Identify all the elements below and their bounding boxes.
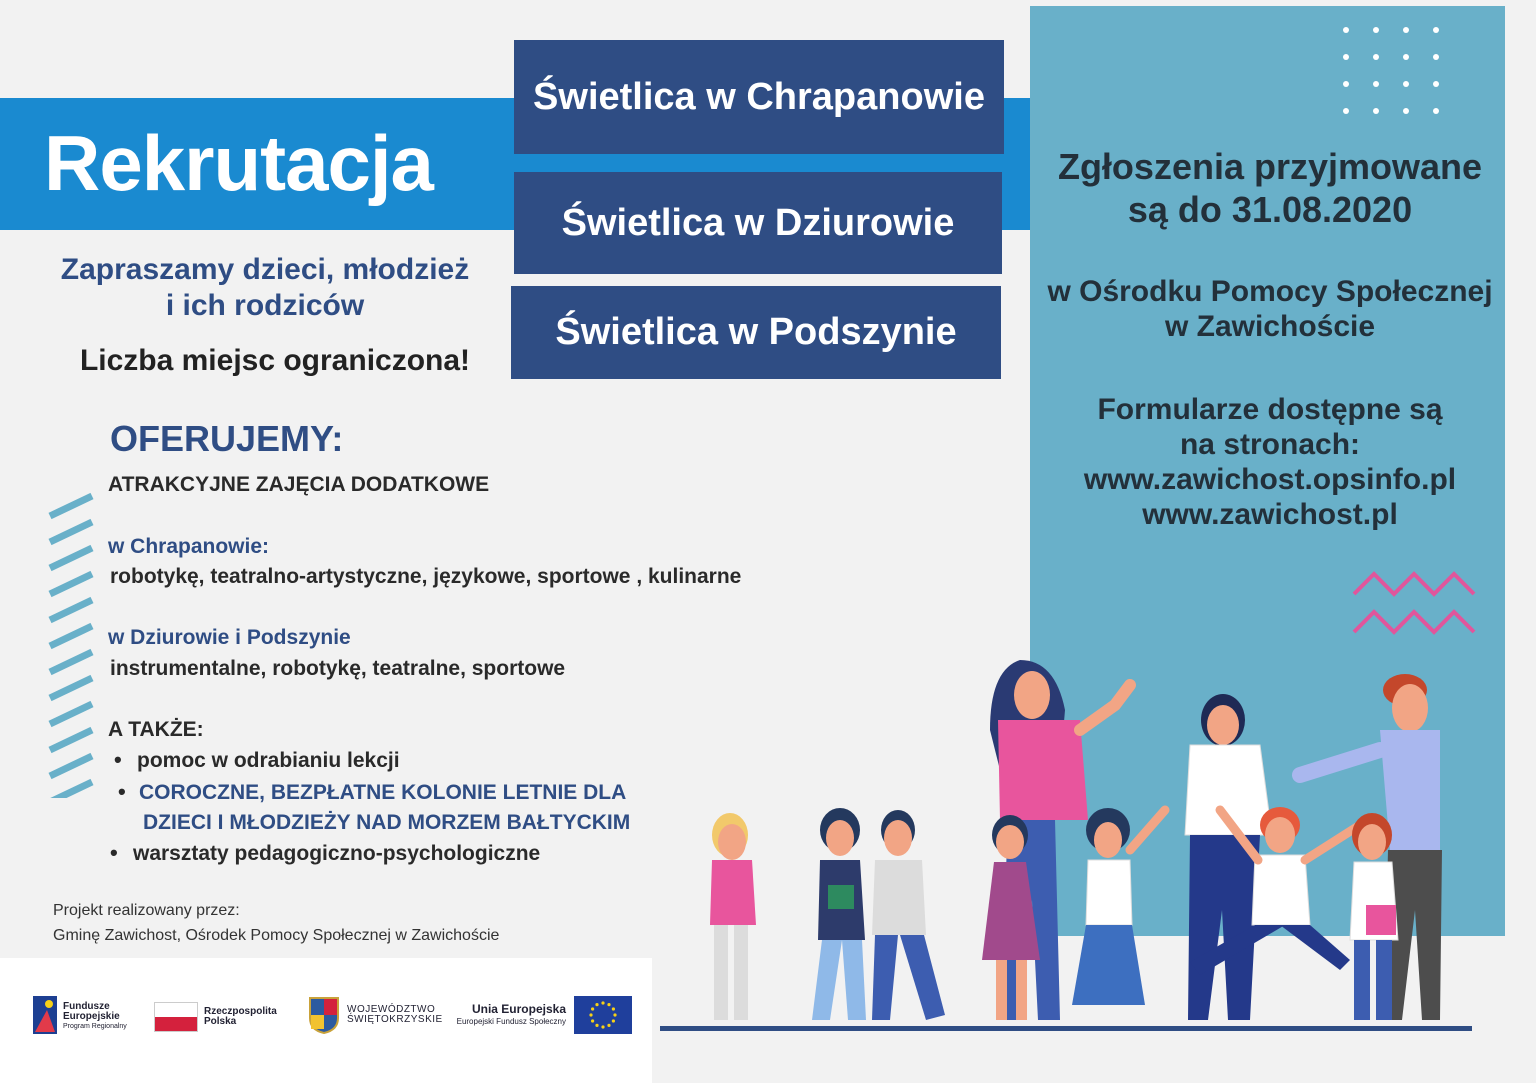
place-text (1030, 274, 1510, 344)
place-line1: w Ośrodku Pomocy Społecznej (1047, 275, 1493, 308)
offer-subheading: ATRAKCYJNE ZAJĘCIA DODATKOWE (108, 473, 490, 496)
rp-line2: Polska (204, 1016, 237, 1027)
also-item-colonies-line1: COROCZNE, BEZPŁATNE KOLONIE LETNIE DLA (139, 781, 627, 804)
boy-grey-top-figure (872, 810, 945, 1020)
ue-logo-text (448, 1004, 566, 1027)
girl-green-top-figure (812, 808, 866, 1020)
fe-line2: Europejskie (63, 1011, 120, 1022)
fe-logo-text (63, 1002, 127, 1032)
decoration-dot (1373, 81, 1379, 87)
diagonal-stripes-decoration (48, 488, 96, 798)
eu-star (612, 1007, 615, 1010)
eu-star (613, 1013, 616, 1016)
also-heading: A TAKŻE: (108, 718, 204, 741)
website-link-zawichost[interactable]: www.zawichost.pl (1142, 498, 1398, 531)
girl-blonde-figure (710, 813, 756, 1020)
page-title: Rekrutacja (44, 119, 433, 207)
offer-heading: OFERUJEMY: (110, 418, 344, 459)
people-illustration (660, 650, 1500, 1060)
eu-star (601, 1001, 604, 1004)
stripe (50, 496, 92, 516)
ue-line2: Europejski Fundusz Społeczny (456, 1017, 566, 1026)
decoration-dot (1373, 108, 1379, 114)
location-box-podszyn (511, 286, 1001, 379)
decoration-dot (1433, 54, 1439, 60)
project-credit (53, 898, 499, 948)
stripe (50, 730, 92, 750)
deadline-text (1030, 145, 1510, 231)
forms-line2: na stronach: (1179, 428, 1361, 461)
also-item-homework: pomoc w odrabianiu lekcji (137, 749, 400, 772)
fe-line1: Fundusze (63, 1001, 110, 1012)
decoration-dot (1403, 54, 1409, 60)
credit-line2: Gminę Zawichost, Ośrodek Pomocy Społecznej w Zawichoście (53, 927, 500, 944)
stripe (50, 522, 92, 542)
eu-star (589, 1013, 592, 1016)
website-link-opsinfo[interactable]: www.zawichost.opsinfo.pl (1083, 463, 1457, 496)
ws-logo-text (347, 1005, 443, 1025)
bullet-icon: • (114, 747, 122, 772)
stripe (50, 574, 92, 594)
location-label: Świetlica w Podszynie (555, 311, 957, 353)
forms-text (1030, 392, 1510, 532)
credit-line1: Projekt realizowany przez: (53, 902, 240, 919)
decoration-dot (1433, 81, 1439, 87)
stripe (50, 704, 92, 724)
deadline-line1: Zgłoszenia przyjmowane (1057, 146, 1483, 187)
decoration-dot (1433, 108, 1439, 114)
swietokrzyskie-coat-of-arms-icon (308, 996, 340, 1034)
eu-star (595, 1003, 598, 1006)
ue-line1: Unia Europejska (471, 1002, 566, 1016)
bullet-icon: • (118, 779, 126, 804)
stripe (50, 600, 92, 620)
invite-line1: Zapraszamy dzieci, młodzież (60, 253, 470, 286)
decoration-dot (1343, 27, 1349, 33)
fe-line3: Program Regionalny (63, 1023, 127, 1030)
limited-places-text: Liczba miejsc ograniczona! (79, 344, 471, 377)
ws-line2: ŚWIĘTOKRZYSKIE (347, 1014, 443, 1025)
stripe (50, 678, 92, 698)
location-label: Świetlica w Dziurowie (561, 201, 955, 244)
girl-blue-skirt-figure (1072, 808, 1165, 1005)
decoration-dot (1343, 81, 1349, 87)
decoration-dot (1403, 108, 1409, 114)
logo-bar (0, 958, 652, 1083)
also-item-colonies-line2: DZIECI I MŁODZIEŻY NAD MORZEM BAŁTYCKIM (143, 811, 631, 834)
group2-label: w Dziurowie i Podszynie (108, 626, 351, 649)
invite-line2: i ich rodziców (165, 289, 365, 322)
eu-flag-icon (574, 996, 632, 1034)
stripe (50, 548, 92, 568)
decoration-dot (1373, 54, 1379, 60)
stripe (50, 626, 92, 646)
eu-star (601, 1025, 604, 1028)
eu-star (607, 1024, 610, 1027)
eu-star (612, 1019, 615, 1022)
forms-line1: Formularze dostępne są (1097, 393, 1443, 426)
eu-star (591, 1019, 594, 1022)
location-label: Świetlica w Chrapanowie (533, 75, 985, 118)
rp-line1: Rzeczpospolita (204, 1006, 277, 1017)
invitation-text (20, 252, 510, 324)
location-box-dziurow (514, 172, 1002, 274)
decoration-dot (1403, 27, 1409, 33)
stripe (50, 782, 92, 798)
rp-logo-text (204, 1007, 277, 1027)
group2-items: instrumentalne, robotykę, teatralne, sportowe (110, 657, 566, 680)
deadline-line2: są do 31.08.2020 (1127, 189, 1413, 230)
stripe (50, 652, 92, 672)
fundusze-europejskie-logo-icon (33, 996, 57, 1034)
location-box-chrapanow (514, 40, 1004, 154)
eu-star (595, 1024, 598, 1027)
eu-star (591, 1007, 594, 1010)
decoration-dot (1403, 81, 1409, 87)
decoration-dot (1373, 27, 1379, 33)
group1-label: w Chrapanowie: (108, 535, 270, 558)
also-item-workshops: warsztaty pedagogiczno-psychologiczne (133, 842, 541, 865)
eu-star (607, 1003, 610, 1006)
place-line2: w Zawichoście (1164, 310, 1376, 343)
group1-items: robotykę, teatralno-artystyczne, językowe, sportowe , kulinarne (110, 565, 742, 588)
decoration-dot (1433, 27, 1439, 33)
ws-line1: WOJEWÓDZTWO (347, 1004, 436, 1015)
floor-line (660, 1026, 1472, 1031)
bullet-icon: • (110, 840, 118, 865)
decoration-dot (1343, 54, 1349, 60)
decoration-dot (1343, 108, 1349, 114)
zigzag-decoration (1352, 570, 1476, 640)
polish-flag-icon (154, 1002, 198, 1032)
stripe (50, 756, 92, 776)
